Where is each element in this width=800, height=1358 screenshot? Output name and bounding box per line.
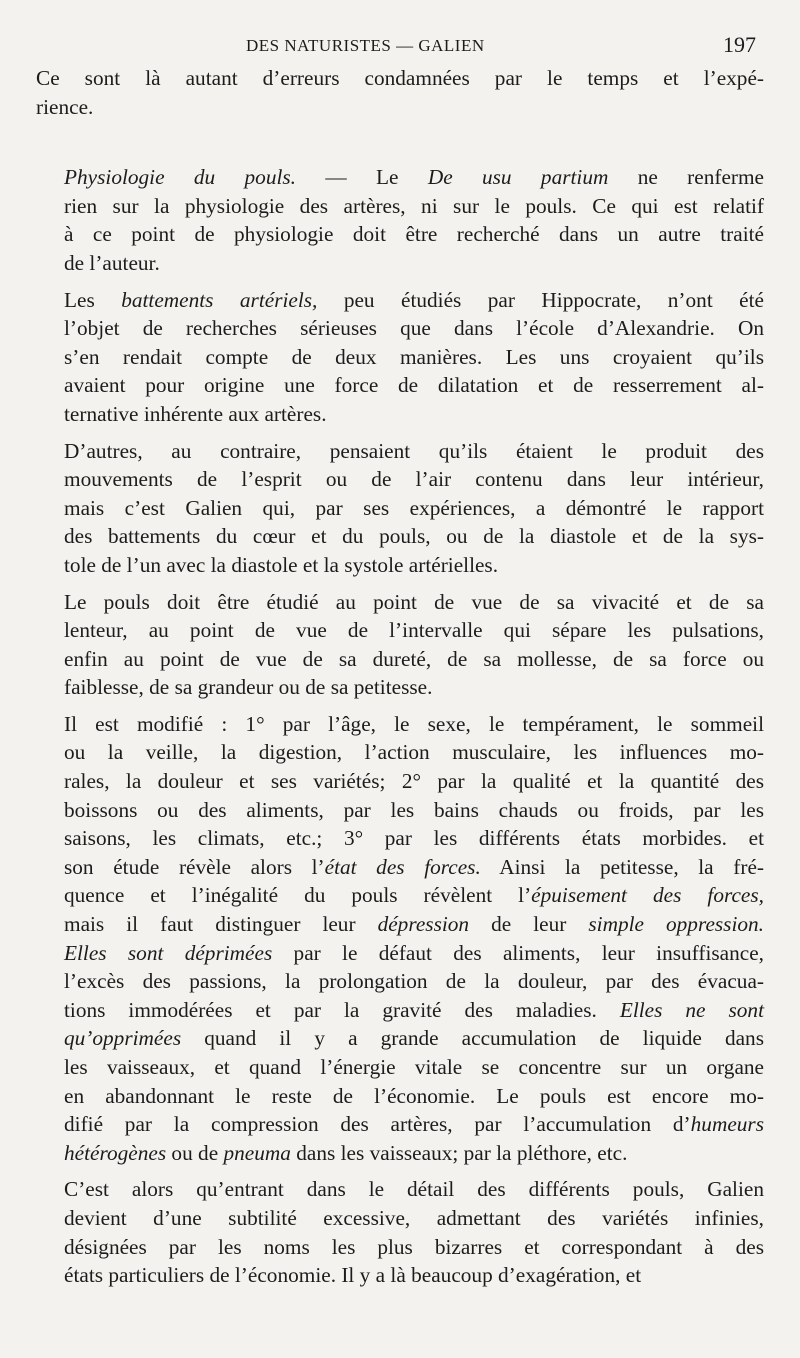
text-segment: mouvements de l’esprit ou de l’air contenu dans leur intérieur, — [64, 467, 764, 492]
text-line — [36, 853, 764, 882]
italic-text-segment: Elles sont déprimées — [64, 940, 273, 965]
italic-text-segment: état des forces. — [324, 854, 481, 879]
text-line — [36, 220, 764, 249]
text-segment: ou la veille, la digestion, l’action musculaire, les influences mo- — [64, 740, 764, 765]
text-segment: C’est alors qu’entrant dans le détail des différents pouls, Galien — [64, 1177, 764, 1202]
text-line — [36, 163, 764, 192]
page-number: 197 — [723, 32, 756, 57]
text-segment: quence et l’inégalité du pouls révèlent l’ — [64, 883, 532, 908]
running-head: DES NATURISTES — GALIEN — [246, 36, 485, 55]
text-segment: — Le — [296, 165, 428, 190]
text-line — [36, 967, 764, 996]
text-segment: des battements du cœur et du pouls, ou de la diastole et de la sys- — [64, 524, 764, 549]
italic-text-segment: Elles ne sont — [619, 997, 764, 1022]
italic-text-segment: hétérogènes — [64, 1140, 167, 1165]
text-segment: dans les vaisseaux; par la pléthore, etc. — [290, 1140, 628, 1165]
page-header — [36, 30, 764, 64]
text-segment: quand il y a grande accumulation de liquide dans — [181, 1026, 764, 1051]
text-segment: de leur — [469, 912, 589, 937]
text-line — [36, 64, 764, 93]
text-line — [36, 192, 764, 221]
text-segment: D’autres, au contraire, pensaient qu’ils étaient le produit des — [64, 438, 764, 463]
text-line — [36, 1175, 764, 1204]
text-line — [36, 400, 764, 429]
text-segment: tole de l’un avec la diastole et la systole artérielles. — [64, 552, 499, 577]
book-page — [36, 30, 764, 1290]
text-line — [36, 673, 764, 702]
text-segment: désignées par les noms les plus bizarres et correspondant à des — [64, 1234, 764, 1259]
text-line — [36, 371, 764, 400]
paragraph-physiologie-du-pouls — [36, 163, 764, 277]
text-line — [36, 767, 764, 796]
text-line — [36, 1053, 764, 1082]
paragraph-modifications-du-pouls — [36, 710, 764, 1168]
text-line — [36, 343, 764, 372]
text-segment: à ce point de physiologie doit être recherché dans un autre traité — [64, 222, 764, 247]
text-segment: rience. — [36, 94, 94, 119]
text-line — [36, 465, 764, 494]
text-line — [36, 588, 764, 617]
text-segment: saisons, les climats, etc.; 3° par les différents états morbides. et — [64, 826, 764, 851]
text-segment: Ainsi la petitesse, la fré- — [480, 854, 764, 879]
text-segment: peu étudiés par Hippocrate, n’ont été — [317, 287, 764, 312]
text-segment: mais c’est Galien qui, par ses expériences, a démontré le rapport — [64, 495, 764, 520]
text-segment: l’excès des passions, la prolongation de la douleur, par des évacua- — [64, 969, 764, 994]
text-segment: Les — [64, 287, 122, 312]
text-line — [36, 645, 764, 674]
text-segment: de l’auteur. — [64, 250, 160, 275]
text-line — [36, 286, 764, 315]
text-line — [36, 551, 764, 580]
italic-text-segment: battements artériels, — [121, 287, 318, 312]
text-segment: en abandonnant le reste de l’économie. Le pouls est encore mo- — [64, 1083, 764, 1108]
text-segment: états particuliers de l’économie. Il y a là beaucoup d’exagération, et — [64, 1263, 642, 1288]
text-line — [36, 1233, 764, 1262]
text-line — [36, 522, 764, 551]
text-line — [36, 996, 764, 1025]
paragraph-etude-du-pouls — [36, 588, 764, 702]
text-segment: tions immodérées et par la gravité des maladies. — [64, 997, 620, 1022]
italic-text-segment: simple oppression. — [588, 912, 765, 937]
text-segment: faiblesse, de sa grandeur ou de sa petitesse. — [64, 675, 433, 700]
text-line — [36, 437, 764, 466]
text-segment: Il est modifié : 1° par l’âge, le sexe, le tempérament, le sommeil — [64, 711, 764, 736]
italic-text-segment: pneuma — [223, 1140, 291, 1165]
text-line — [36, 796, 764, 825]
paragraph-battements-arteriels — [36, 286, 764, 429]
text-segment: les vaisseaux, et quand l’énergie vitale se concentre sur un organe — [64, 1055, 764, 1079]
text-line — [36, 1024, 764, 1053]
text-line — [36, 314, 764, 343]
text-segment: difié par la compression des artères, par l’accumulation d’ — [64, 1112, 691, 1137]
text-segment: s’en rendait compte de deux manières. Les uns croyaient qu’ils — [64, 344, 764, 369]
text-line — [36, 616, 764, 645]
text-segment: par le défaut des aliments, leur insuffisance, — [272, 940, 764, 965]
text-segment: rales, la douleur et ses variétés; 2° par la qualité et la quantité des — [64, 769, 764, 794]
text-segment: boissons ou des aliments, par les bains chauds ou froids, par les — [64, 797, 764, 822]
text-segment: ne renferme — [608, 165, 765, 190]
italic-text-segment: qu’opprimées — [64, 1026, 182, 1051]
text-line — [36, 1204, 764, 1233]
italic-text-segment: Physiologie du pouls. — [64, 165, 297, 190]
text-line — [36, 939, 764, 968]
text-segment: rien sur la physiologie des artères, ni sur le pouls. Ce qui est relatif — [64, 193, 764, 218]
text-segment: mais il faut distinguer leur — [64, 912, 378, 937]
text-segment: devient d’une subtilité excessive, admettant des variétés infinies, — [64, 1205, 764, 1230]
paragraph-autres-theories — [36, 437, 764, 580]
text-line — [36, 1139, 764, 1168]
text-segment: enfin au point de vue de sa dureté, de sa mollesse, de sa force ou — [64, 646, 764, 671]
text-line — [36, 1082, 764, 1111]
text-segment: l’objet de recherches sérieuses que dans l’école d’Alexandrie. On — [64, 316, 764, 341]
text-segment: son étude révèle alors l’ — [64, 854, 325, 879]
text-line — [36, 824, 764, 853]
paragraph-detail-des-pouls — [36, 1175, 764, 1289]
italic-text-segment: humeurs — [690, 1112, 764, 1137]
text-segment: Ce sont là autant d’erreurs condamnées par le temps et l’expé- — [36, 66, 764, 90]
text-line — [36, 881, 764, 910]
text-segment: ternative inhérente aux artères. — [64, 401, 327, 426]
text-line — [36, 738, 764, 767]
text-line — [36, 93, 764, 122]
text-segment: ou de — [166, 1140, 224, 1165]
text-segment: lenteur, au point de vue de l’intervalle qui sépare les pulsations, — [64, 618, 764, 643]
italic-text-segment: De usu partium — [427, 165, 609, 190]
text-line — [36, 494, 764, 523]
text-line — [36, 249, 764, 278]
text-line — [36, 910, 764, 939]
paragraph-intro — [36, 64, 764, 121]
text-segment: avaient pour origine une force de dilatation et de resserrement al- — [64, 373, 764, 398]
text-line — [36, 1110, 764, 1139]
italic-text-segment: épuisement des forces, — [531, 883, 764, 908]
italic-text-segment: dépression — [377, 912, 470, 937]
text-line — [36, 710, 764, 739]
text-segment: Le pouls doit être étudié au point de vue de sa vivacité et de sa — [64, 589, 764, 614]
text-line — [36, 1261, 764, 1290]
